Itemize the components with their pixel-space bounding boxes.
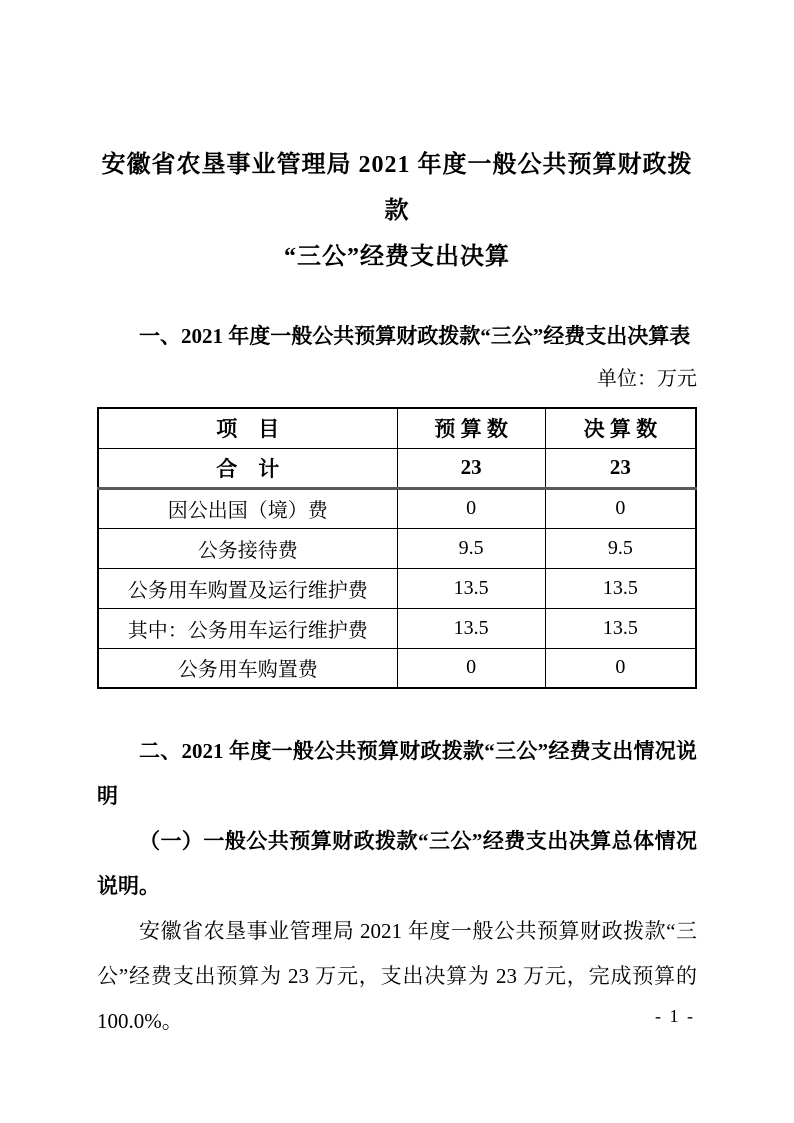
table-row-total bbox=[98, 448, 696, 488]
unit-label: 单位：万元 bbox=[597, 368, 697, 390]
final-cell: 9.5 bbox=[545, 528, 696, 568]
budget-cell: 9.5 bbox=[397, 528, 545, 568]
budget-cell: 13.5 bbox=[397, 568, 545, 608]
final-cell: 0 bbox=[545, 488, 696, 528]
final-cell: 13.5 bbox=[545, 608, 696, 648]
header-budget: 预 算 数 bbox=[397, 408, 545, 448]
table-row-vehicle-purchase bbox=[98, 648, 696, 688]
item-cell: 合 计 bbox=[98, 448, 397, 488]
final-cell: 13.5 bbox=[545, 568, 696, 608]
title-line-2: “三公”经费支出决算 bbox=[284, 244, 510, 270]
item-cell: 公务用车购置费 bbox=[98, 648, 397, 688]
item-cell: 公务接待费 bbox=[98, 528, 397, 568]
item-cell: 公务用车购置及运行维护费 bbox=[98, 568, 397, 608]
three-public-expense-table bbox=[97, 407, 697, 689]
page-number: - 1 - bbox=[655, 1006, 695, 1026]
header-item: 项 目 bbox=[98, 408, 397, 448]
table-header-row bbox=[98, 408, 696, 448]
final-cell: 23 bbox=[545, 448, 696, 488]
budget-cell: 23 bbox=[397, 448, 545, 488]
section-1-heading: 一、2021 年度一般公共预算财政拨款“三公”经费支出决算表 bbox=[139, 324, 691, 348]
item-cell: 其中：公务用车运行维护费 bbox=[98, 608, 397, 648]
final-cell: 0 bbox=[545, 648, 696, 688]
header-final: 决 算 数 bbox=[545, 408, 696, 448]
table-row-reception bbox=[98, 528, 696, 568]
item-cell: 因公出国（境）费 bbox=[98, 488, 397, 528]
title-line-1: 安徽省农垦事业管理局 2021 年度一般公共预算财政拨款 bbox=[101, 152, 693, 224]
budget-cell: 13.5 bbox=[397, 608, 545, 648]
summary-paragraph: 安徽省农垦事业管理局 2021 年度一般公共预算财政拨款“三公”经费支出预算为 23 万元，支出决算为 23 万元，完成预算的 100.0%。 bbox=[97, 919, 697, 1033]
section-2-1-subheading: （一）一般公共预算财政拨款“三公”经费支出决算总体情况说明。 bbox=[97, 829, 697, 898]
document-title bbox=[97, 142, 697, 280]
section-2-heading: 二、2021 年度一般公共预算财政拨款“三公”经费支出情况说明 bbox=[97, 739, 697, 808]
budget-cell: 0 bbox=[397, 488, 545, 528]
table-row-vehicle-total bbox=[98, 568, 696, 608]
budget-cell: 0 bbox=[397, 648, 545, 688]
table-row-abroad bbox=[98, 488, 696, 528]
table-row-vehicle-maintenance bbox=[98, 608, 696, 648]
